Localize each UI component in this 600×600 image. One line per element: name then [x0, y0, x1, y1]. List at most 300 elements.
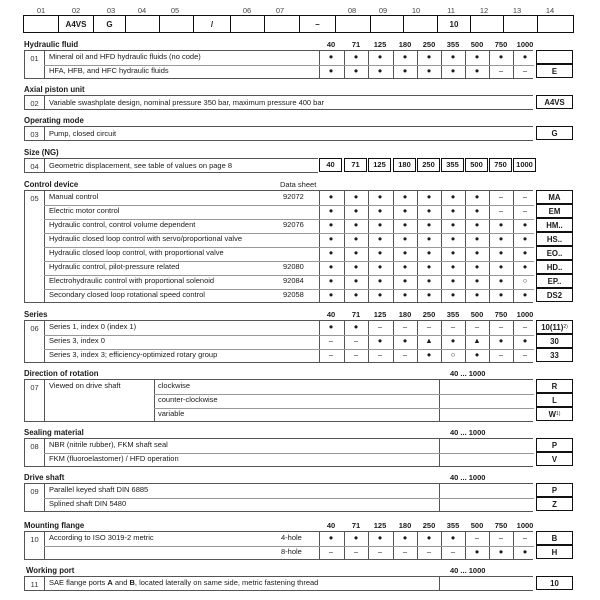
availability-mark: ● — [377, 192, 383, 201]
availability-mark: ● — [402, 220, 408, 229]
availability-mark: ● — [353, 290, 359, 299]
row-number: 05 — [30, 194, 39, 203]
availability-mark: ● — [522, 290, 528, 299]
position-label[interactable]: 14 — [545, 6, 555, 15]
position-label[interactable]: 01 — [36, 6, 46, 15]
code-value: H — [551, 547, 558, 557]
code-box-rotation-2[interactable] — [536, 407, 573, 421]
availability-mark: ● — [402, 248, 408, 257]
code-value: R — [551, 381, 558, 391]
code-box-series-1[interactable] — [536, 334, 573, 348]
rotation-label: Viewed on drive shaft — [49, 381, 121, 390]
option-text-part: and — [112, 578, 130, 587]
code-value: 33 — [550, 350, 559, 360]
row-number: 09 — [30, 487, 39, 496]
section-title-rotation: Direction of rotation — [24, 369, 99, 378]
code-box-control-6[interactable] — [536, 274, 573, 288]
code-box-hydraulic-fluid-0[interactable] — [536, 50, 573, 64]
availability-mark: ● — [474, 66, 480, 75]
code-field-08[interactable] — [336, 16, 371, 32]
availability-mark: ● — [402, 336, 408, 345]
port-label: A — [107, 578, 113, 587]
availability-mark: ● — [377, 336, 383, 345]
availability-mark: ● — [377, 276, 383, 285]
availability-mark: ● — [328, 533, 334, 542]
section-title-control-device: Control device — [24, 180, 79, 189]
availability-mark: ● — [402, 276, 408, 285]
position-label[interactable]: 10 — [411, 6, 421, 15]
size-header-180: 180 — [398, 40, 412, 49]
code-value: DS2 — [546, 290, 563, 300]
availability-mark: – — [450, 322, 456, 331]
position-label[interactable]: 13 — [512, 6, 522, 15]
availability-mark: ● — [353, 322, 359, 331]
code-value: E — [551, 66, 558, 76]
section-title-sealing: Sealing material — [24, 428, 84, 437]
availability-mark: ● — [353, 533, 359, 542]
row-divider — [154, 408, 534, 409]
code-box-hydraulic-fluid-1[interactable] — [536, 64, 573, 78]
availability-mark: ● — [474, 248, 480, 257]
availability-mark: ● — [450, 206, 456, 215]
availability-mark: ● — [426, 290, 432, 299]
code-value: 10(11) — [541, 322, 564, 332]
availability-mark: – — [402, 322, 408, 331]
availability-mark: ● — [450, 248, 456, 257]
availability-mark: – — [522, 206, 528, 215]
availability-mark: ● — [474, 234, 480, 243]
availability-mark: ● — [377, 220, 383, 229]
size-header-1000: 1000 — [516, 40, 534, 49]
position-label[interactable]: 12 — [479, 6, 489, 15]
divider — [44, 380, 45, 421]
size-header-125: 125 — [368, 158, 391, 172]
availability-mark: ● — [450, 66, 456, 75]
availability-mark: ● — [377, 533, 383, 542]
option-text: Manual control — [49, 192, 99, 201]
size-header-40: 40 — [326, 40, 336, 49]
code-value: A4VS — [544, 97, 565, 107]
row-number: 06 — [30, 324, 39, 333]
code-value: P — [551, 440, 558, 450]
option-text: Hydraulic closed loop control, with proportional valve — [49, 248, 224, 257]
availability-mark: ▲ — [425, 336, 433, 345]
availability-mark: ● — [522, 234, 528, 243]
availability-mark: – — [498, 192, 504, 201]
availability-mark: ● — [377, 52, 383, 61]
size-header-750: 750 — [489, 158, 512, 172]
size-header-125: 125 — [373, 40, 387, 49]
size-header-750: 750 — [494, 310, 508, 319]
availability-mark: ● — [498, 248, 504, 257]
code-box-control-2[interactable] — [536, 218, 573, 232]
code-field-04[interactable] — [126, 16, 160, 32]
availability-mark: ● — [498, 290, 504, 299]
section-title-size: Size (NG) — [24, 148, 59, 157]
port-label: B — [129, 578, 135, 587]
availability-mark: ● — [328, 234, 334, 243]
option-text: Variable swashplate design, nominal pressure 350 bar, maximum pressure 400 bar — [49, 98, 325, 107]
availability-mark: – — [353, 336, 359, 345]
code-box-drive-shaft-0[interactable] — [536, 483, 573, 497]
availability-mark: ● — [328, 248, 334, 257]
size-header-355: 355 — [441, 158, 464, 172]
code-box-mounting-flange-0[interactable] — [536, 531, 573, 545]
availability-mark: ● — [498, 52, 504, 61]
option-text: clockwise — [158, 381, 191, 390]
availability-mark: ● — [353, 66, 359, 75]
availability-mark: ● — [426, 192, 432, 201]
availability-mark: ● — [474, 547, 480, 556]
size-range-label: 40 ... 1000 — [450, 428, 486, 437]
availability-mark: ● — [522, 547, 528, 556]
code-value: EO.. — [546, 248, 563, 258]
availability-mark: ● — [353, 248, 359, 257]
availability-mark: ● — [426, 234, 432, 243]
code-box-control-5[interactable] — [536, 260, 573, 274]
code-box-control-1[interactable] — [536, 204, 573, 218]
code-box-series-2[interactable] — [536, 348, 573, 362]
availability-mark: ● — [328, 206, 334, 215]
code-value: L — [552, 395, 557, 405]
availability-mark: – — [426, 322, 432, 331]
size-header-750: 750 — [494, 521, 508, 530]
code-box-rotation-1[interactable] — [536, 393, 573, 407]
row-number: 04 — [30, 162, 39, 171]
size-header-40: 40 — [319, 158, 342, 172]
availability-mark: ● — [328, 192, 334, 201]
option-text: Splined shaft DIN 5480 — [49, 499, 127, 508]
section-title-working-port: Working port — [26, 566, 75, 575]
availability-mark: – — [498, 350, 504, 359]
row-number: 10 — [30, 535, 39, 544]
code-field-07[interactable] — [265, 16, 300, 32]
size-header-250: 250 — [422, 521, 436, 530]
flange-label: According to ISO 3019-2 metric — [49, 533, 154, 542]
option-text: Parallel keyed shaft DIN 6885 — [49, 485, 149, 494]
code-value: V — [551, 454, 558, 464]
availability-mark: ● — [402, 206, 408, 215]
code-box-rotation-0[interactable] — [536, 379, 573, 393]
code-field-09[interactable] — [371, 16, 404, 32]
availability-mark: ● — [498, 220, 504, 229]
availability-mark: – — [474, 533, 480, 542]
section-title-operating-mode: Operating mode — [24, 116, 84, 125]
code-value: P — [551, 485, 558, 495]
size-header-500: 500 — [470, 310, 484, 319]
code-field-03[interactable]: G — [94, 16, 126, 32]
size-header-125: 125 — [373, 310, 387, 319]
availability-mark: ● — [450, 276, 456, 285]
availability-mark: ● — [402, 262, 408, 271]
size-range-label: 40 ... 1000 — [450, 369, 486, 378]
size-header-355: 355 — [446, 40, 460, 49]
option-text: Hydraulic control, control volume dependent — [49, 220, 196, 229]
data-sheet-label: Data sheet — [280, 180, 317, 189]
code-field-01[interactable] — [24, 16, 59, 32]
availability-mark: ● — [450, 220, 456, 229]
availability-mark: – — [426, 547, 432, 556]
option-text: Secondary closed loop rotational speed control — [49, 290, 205, 299]
data-sheet-number: 92080 — [283, 262, 304, 271]
code-box-series-0[interactable] — [536, 320, 573, 334]
availability-mark: ● — [377, 248, 383, 257]
ordering-code-bar[interactable] — [23, 15, 574, 33]
availability-mark: – — [377, 547, 383, 556]
option-text: 4-hole — [281, 533, 302, 542]
position-label[interactable]: 11 — [447, 6, 455, 15]
size-header-250: 250 — [422, 40, 436, 49]
code-box-drive-shaft-1[interactable] — [536, 497, 573, 511]
size-header-250: 250 — [422, 310, 436, 319]
availability-mark: ● — [377, 290, 383, 299]
divider — [44, 159, 45, 172]
code-box-sealing-0[interactable] — [536, 438, 573, 452]
availability-mark: ● — [377, 262, 383, 271]
code-value: EP.. — [547, 276, 562, 286]
availability-mark: – — [328, 350, 334, 359]
size-header-1000: 1000 — [516, 310, 534, 319]
code-field-10[interactable] — [404, 16, 438, 32]
availability-mark: – — [498, 322, 504, 331]
code-value: B — [551, 533, 558, 543]
availability-mark: ● — [450, 52, 456, 61]
availability-mark: ○ — [450, 350, 456, 359]
position-label[interactable]: 03 — [106, 6, 116, 15]
availability-mark: ● — [474, 350, 480, 359]
availability-mark: ▲ — [473, 336, 481, 345]
availability-mark: ○ — [522, 276, 528, 285]
code-field-05[interactable] — [160, 16, 194, 32]
availability-mark: – — [450, 547, 456, 556]
code-value: W — [548, 409, 556, 419]
option-text: 8-hole — [281, 547, 302, 556]
availability-mark: ● — [522, 336, 528, 345]
availability-mark: ● — [474, 192, 480, 201]
code-field-12[interactable] — [471, 16, 504, 32]
availability-mark: ● — [474, 276, 480, 285]
code-field-sep1[interactable]: / — [194, 16, 231, 32]
code-box-sealing-1[interactable] — [536, 452, 573, 466]
availability-mark: ● — [328, 66, 334, 75]
data-sheet-number: 92076 — [283, 220, 304, 229]
divider — [154, 380, 155, 421]
code-box-control-3[interactable] — [536, 232, 573, 246]
size-header-250: 250 — [417, 158, 440, 172]
section-title-series: Series — [24, 310, 48, 319]
position-label[interactable]: 02 — [71, 6, 81, 15]
code-box-working-port[interactable] — [536, 576, 573, 590]
availability-mark: ● — [498, 234, 504, 243]
availability-mark: ● — [450, 533, 456, 542]
code-value: HS.. — [546, 234, 563, 244]
position-label[interactable]: 05 — [170, 6, 180, 15]
availability-mark: ● — [328, 220, 334, 229]
option-text: Mineral oil and HFD hydraulic fluids (no code) — [49, 52, 201, 61]
size-range-label: 40 ... 1000 — [450, 473, 486, 482]
availability-mark: ● — [426, 248, 432, 257]
availability-mark: ● — [328, 262, 334, 271]
code-field-14[interactable] — [538, 16, 571, 32]
code-box-control-7[interactable] — [536, 288, 573, 302]
code-value: 30 — [550, 336, 559, 346]
availability-mark: ● — [377, 234, 383, 243]
code-field-06[interactable] — [231, 16, 265, 32]
code-field-sep2[interactable]: – — [300, 16, 336, 32]
position-label[interactable]: 08 — [347, 6, 357, 15]
option-text: HFA, HFB, and HFC hydraulic fluids — [49, 66, 169, 75]
code-box-axial-piston-unit[interactable] — [536, 95, 573, 109]
availability-mark: ● — [402, 52, 408, 61]
availability-mark: ● — [450, 262, 456, 271]
size-header-180: 180 — [398, 310, 412, 319]
option-text: Hydraulic closed loop control with servo/proportional valve — [49, 234, 243, 243]
size-header-355: 355 — [446, 521, 460, 530]
divider — [44, 96, 45, 109]
row-number: 03 — [30, 130, 39, 139]
option-text: Pump, closed circuit — [49, 129, 117, 138]
code-field-13[interactable] — [504, 16, 538, 32]
code-field-02[interactable]: A4VS — [59, 16, 94, 32]
code-value: HD.. — [546, 262, 563, 272]
size-header-40: 40 — [326, 310, 336, 319]
availability-mark: ● — [522, 220, 528, 229]
option-text: counter-clockwise — [158, 395, 218, 404]
option-text: variable — [158, 409, 185, 418]
availability-mark: ● — [426, 276, 432, 285]
code-value: 10 — [550, 578, 559, 588]
availability-mark: ● — [353, 234, 359, 243]
divider — [439, 577, 440, 590]
availability-mark: ● — [450, 234, 456, 243]
availability-mark: – — [328, 336, 334, 345]
availability-mark: – — [402, 350, 408, 359]
option-text — [49, 578, 318, 587]
availability-mark: ● — [474, 262, 480, 271]
size-header-500: 500 — [470, 40, 484, 49]
code-box-operating-mode[interactable] — [536, 126, 573, 140]
row-number: 11 — [30, 580, 39, 589]
availability-mark: ● — [498, 336, 504, 345]
size-range-label: 40 ... 1000 — [450, 566, 486, 575]
availability-mark: ● — [402, 192, 408, 201]
size-header-500: 500 — [465, 158, 488, 172]
availability-mark: – — [522, 192, 528, 201]
data-sheet-number: 92058 — [283, 290, 304, 299]
option-text: Series 3, index 0 — [49, 336, 105, 345]
availability-mark: ● — [353, 52, 359, 61]
availability-mark: ● — [426, 52, 432, 61]
size-header-71: 71 — [351, 40, 361, 49]
availability-mark: ● — [402, 234, 408, 243]
code-box-control-4[interactable] — [536, 246, 573, 260]
size-header-500: 500 — [470, 521, 484, 530]
position-label[interactable]: 04 — [137, 6, 147, 15]
availability-mark: ● — [450, 290, 456, 299]
availability-mark: ● — [522, 52, 528, 61]
availability-mark: ● — [328, 52, 334, 61]
availability-mark: ● — [426, 220, 432, 229]
option-text: NBR (nitrile rubber), FKM shaft seal — [49, 440, 168, 449]
availability-mark: – — [402, 547, 408, 556]
availability-mark: ● — [498, 547, 504, 556]
availability-mark: ● — [353, 276, 359, 285]
size-header-1000: 1000 — [513, 158, 536, 172]
row-number: 07 — [30, 383, 39, 392]
code-field-11[interactable]: 10 — [438, 16, 471, 32]
position-label[interactable]: 07 — [275, 6, 285, 15]
option-text: Series 3, index 3; efficiency-optimized rotary group — [49, 350, 218, 359]
section-title-mounting-flange: Mounting flange — [24, 521, 85, 530]
data-sheet-number: 92084 — [283, 276, 304, 285]
divider — [44, 127, 45, 140]
availability-mark: ● — [402, 533, 408, 542]
availability-mark: ● — [328, 276, 334, 285]
divider — [439, 380, 440, 421]
availability-mark: ● — [522, 262, 528, 271]
availability-mark: – — [377, 322, 383, 331]
availability-mark: – — [353, 350, 359, 359]
divider — [44, 577, 45, 590]
section-title-hydraulic-fluid: Hydraulic fluid — [24, 40, 79, 49]
size-header-125: 125 — [373, 521, 387, 530]
size-header-355: 355 — [446, 310, 460, 319]
code-box-mounting-flange-1[interactable] — [536, 545, 573, 559]
data-sheet-number: 92072 — [283, 192, 304, 201]
availability-mark: ● — [426, 66, 432, 75]
availability-mark: ● — [450, 192, 456, 201]
availability-mark: ● — [426, 533, 432, 542]
availability-mark: – — [328, 547, 334, 556]
availability-mark: ● — [353, 192, 359, 201]
availability-mark: ● — [402, 66, 408, 75]
size-header-750: 750 — [494, 40, 508, 49]
availability-mark: – — [498, 206, 504, 215]
availability-mark: ● — [426, 262, 432, 271]
availability-mark: ● — [377, 206, 383, 215]
availability-mark: ● — [474, 206, 480, 215]
availability-mark: – — [498, 66, 504, 75]
code-box-control-0[interactable] — [536, 190, 573, 204]
availability-mark: ● — [353, 206, 359, 215]
availability-mark: ● — [426, 350, 432, 359]
row-number: 02 — [30, 99, 39, 108]
section-title-drive-shaft: Drive shaft — [24, 473, 65, 482]
row-number: 08 — [30, 442, 39, 451]
size-header-71: 71 — [351, 521, 361, 530]
availability-mark: ● — [474, 52, 480, 61]
availability-mark: ● — [353, 220, 359, 229]
availability-mark: ● — [474, 290, 480, 299]
availability-mark: – — [498, 533, 504, 542]
availability-mark: – — [522, 533, 528, 542]
size-header-180: 180 — [398, 521, 412, 530]
availability-mark: ● — [498, 262, 504, 271]
footnote-marker: 2) — [563, 324, 568, 330]
availability-mark: ● — [426, 206, 432, 215]
availability-mark: ● — [402, 290, 408, 299]
availability-mark: ● — [353, 262, 359, 271]
availability-mark: ● — [377, 66, 383, 75]
option-text: Hydraulic control, pilot-pressure related — [49, 262, 180, 271]
position-label[interactable]: 06 — [242, 6, 252, 15]
availability-mark: ● — [450, 336, 456, 345]
code-value: Z — [552, 499, 557, 509]
position-label[interactable]: 09 — [378, 6, 388, 15]
availability-mark: ● — [522, 248, 528, 257]
option-text: Electric motor control — [49, 206, 120, 215]
availability-mark: – — [522, 66, 528, 75]
